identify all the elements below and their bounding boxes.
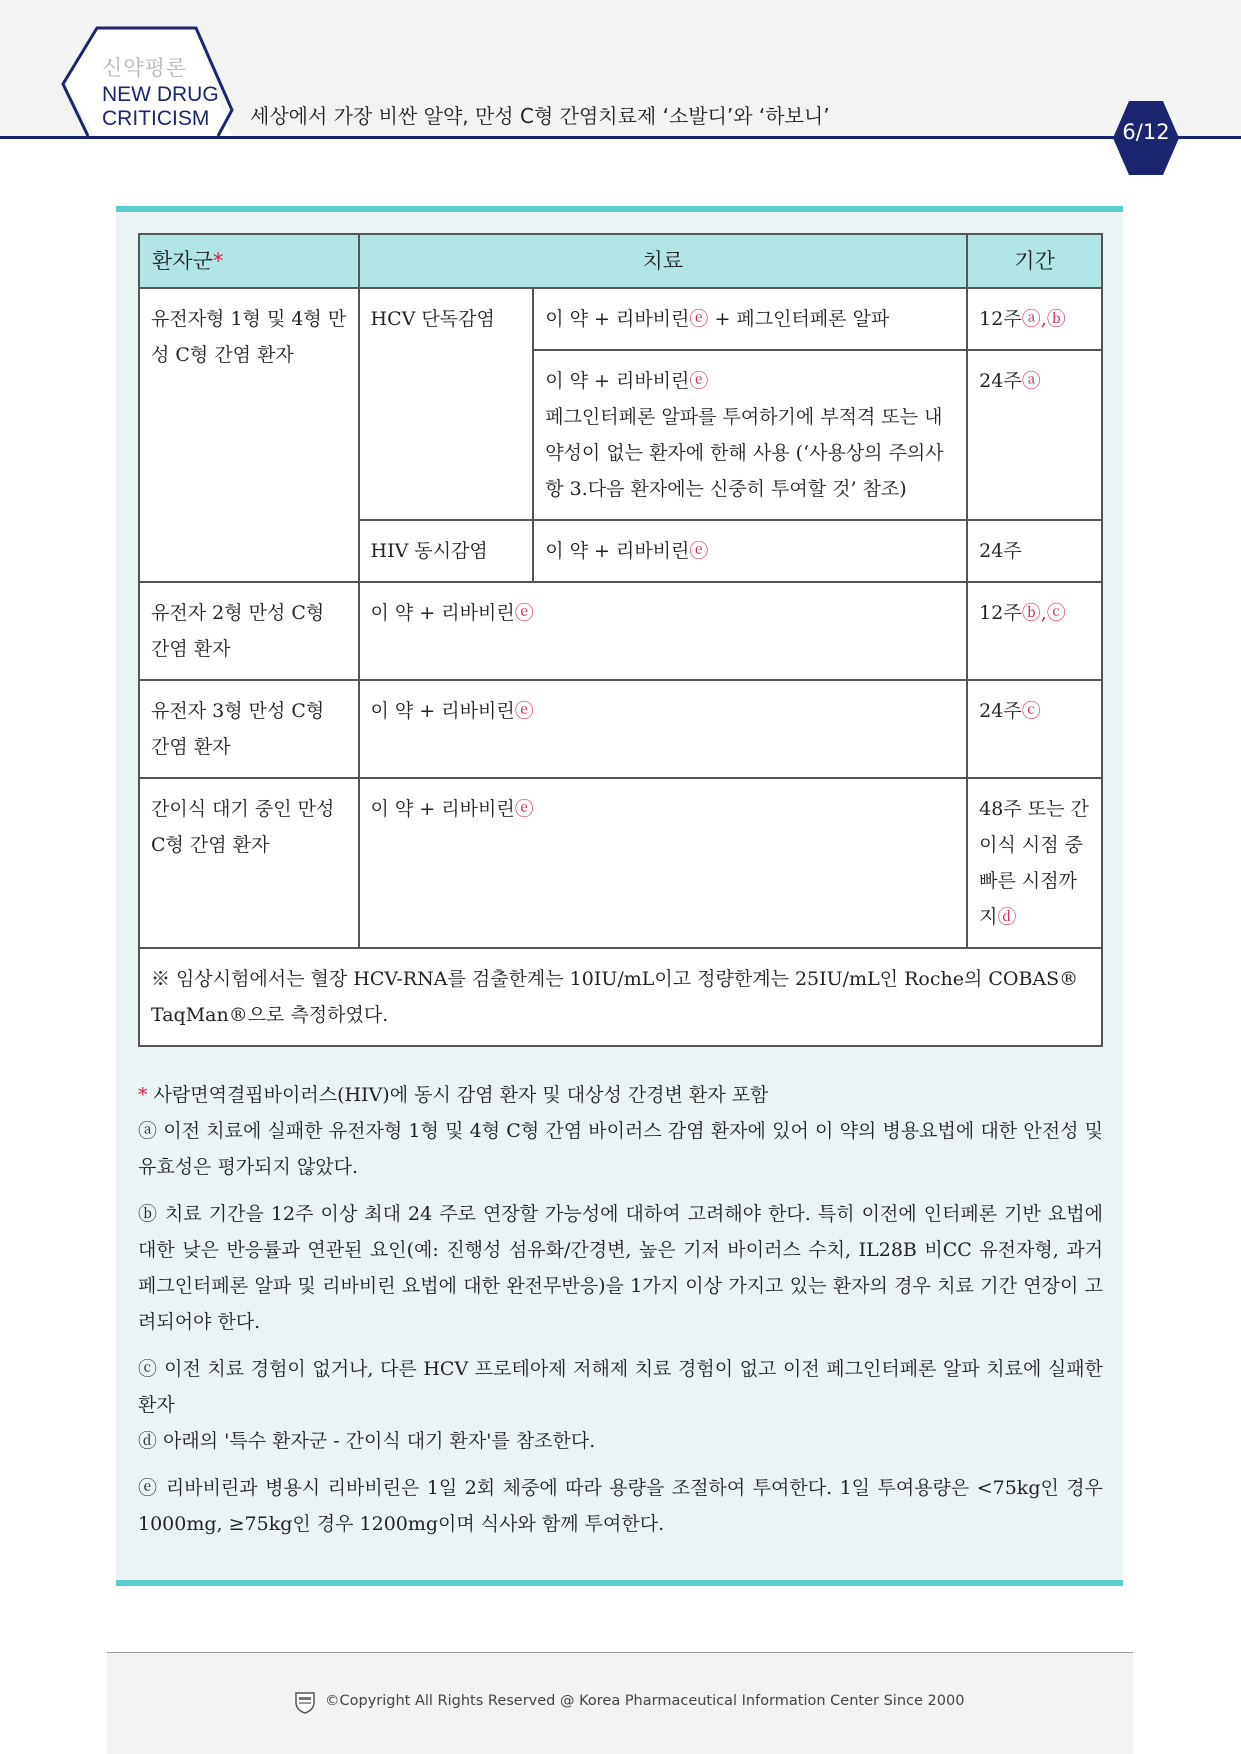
table-footnote: ※ 임상시험에서는 혈장 HCV-RNA를 검출한계는 10IU/mL이고 정량한계는 25IU/mL인 Roche의 COBAS® TaqMan®으로 측정하였다. — [139, 948, 1102, 1046]
logo-korean-text: 신약평론 — [102, 56, 188, 80]
header-rule — [0, 136, 1241, 139]
cell-duration: 12주ⓐ,ⓑ — [967, 288, 1102, 350]
table-header-row — [139, 234, 1102, 288]
cell-treatment: 이 약 + 리바비린ⓔ — [359, 778, 968, 948]
shield-icon — [294, 1690, 316, 1714]
note-star: * 사람면역결핍바이러스(HIV)에 동시 감염 환자 및 대상성 간경변 환자 포함 — [138, 1084, 769, 1106]
cell-group-genotype-1-4: 유전자형 1형 및 4형 만성 C형 간염 환자 — [139, 288, 359, 582]
cell-group-genotype-2: 유전자 2형 만성 C형 간염 환자 — [139, 582, 359, 680]
note-d: ⓓ 아래의 '특수 환자군 - 간이식 대기 환자'를 참조한다. — [138, 1430, 596, 1452]
page-number: 6/12 — [1122, 120, 1170, 144]
cell-duration: 24주 — [967, 520, 1102, 582]
cell-duration: 12주ⓑ,ⓒ — [967, 582, 1102, 680]
cell-group-transplant-waiting: 간이식 대기 중인 만성 C형 간염 환자 — [139, 778, 359, 948]
cell-treatment: 이 약 + 리바비린ⓔ + 페그인터페론 알파 — [533, 288, 967, 350]
table-row — [139, 582, 1102, 680]
header-patient-group: 환자군* — [139, 234, 359, 288]
header-treatment: 치료 — [359, 234, 968, 288]
note-c: ⓒ 이전 치료 경험이 없거나, 다른 HCV 프로테아제 저해제 치료 경험이 없고 이전 페그인터페론 알파 치료에 실패한 환자 — [138, 1358, 1103, 1416]
cell-duration: 48주 또는 간이식 시점 중 빠른 시점까지ⓓ — [967, 778, 1102, 948]
cell-treatment: 이 약 + 리바비린ⓔ 페그인터페론 알파를 투여하기에 부적격 또는 내약성이 없는 환자에 한해 사용 (‘사용상의 주의사항 3.다음 환자에는 신중히 투여할 것’ 참조) — [533, 350, 967, 520]
cell-treatment: 이 약 + 리바비린ⓔ — [533, 520, 967, 582]
cell-duration: 24주ⓐ — [967, 350, 1102, 520]
cell-duration: 24주ⓒ — [967, 680, 1102, 778]
note-b: ⓑ 치료 기간을 12주 이상 최대 24 주로 연장할 가능성에 대하여 고려해야 한다. 특히 이전에 인터페론 기반 요법에 대한 낮은 반응률과 연관된 요인(예: 진행성 섬유화/간경변, 높은 기저 바이러스 수치, IL28B 비CC 유전자형, 과거 페그인터페론 알파 및 리바비린 요법에 대한 완전무반응)을 1가지 이상 가지고 있는 환자의 경우 치료 기간 연장이 고려되어야 한다. — [138, 1203, 1103, 1333]
table-footnote-row — [139, 948, 1102, 1046]
table-row — [139, 778, 1102, 948]
note-e: ⓔ 리바비린과 병용시 리바비린은 1일 2회 체중에 따라 용량을 조절하여 투여한다. 1일 투여용량은 <75kg인 경우 1000mg, ≥75kg인 경우 1200mg이며 식사와 함께 투여한다. — [138, 1477, 1103, 1535]
cell-treatment: 이 약 + 리바비린ⓔ — [359, 680, 968, 778]
table-row — [139, 288, 1102, 350]
cell-group-genotype-3: 유전자 3형 만성 C형 간염 환자 — [139, 680, 359, 778]
copyright-text: ©Copyright All Rights Reserved @ Korea Pharmaceutical Information Center Since 2000 — [325, 1693, 965, 1709]
logo-english-line1: NEW DRUG — [102, 83, 219, 106]
document-title: 세상에서 가장 비싼 알약, 만성 C형 간염치료제 ‘소발디’와 ‘하보니’ — [250, 104, 830, 128]
cell-subgroup-hiv-coinfection: HIV 동시감염 — [359, 520, 534, 582]
footnotes — [138, 1077, 1103, 1542]
cell-subgroup-hcv-mono: HCV 단독감염 — [359, 288, 534, 520]
cell-treatment: 이 약 + 리바비린ⓔ — [359, 582, 968, 680]
logo-english-line2: CRITICISM — [102, 107, 210, 130]
header-duration: 기간 — [967, 234, 1102, 288]
note-a: ⓐ 이전 치료에 실패한 유전자형 1형 및 4형 C형 간염 바이러스 감염 환자에 있어 이 약의 병용요법에 대한 안전성 및 유효성은 평가되지 않았다. — [138, 1120, 1103, 1178]
dosing-table — [138, 233, 1103, 1047]
table-row — [139, 680, 1102, 778]
